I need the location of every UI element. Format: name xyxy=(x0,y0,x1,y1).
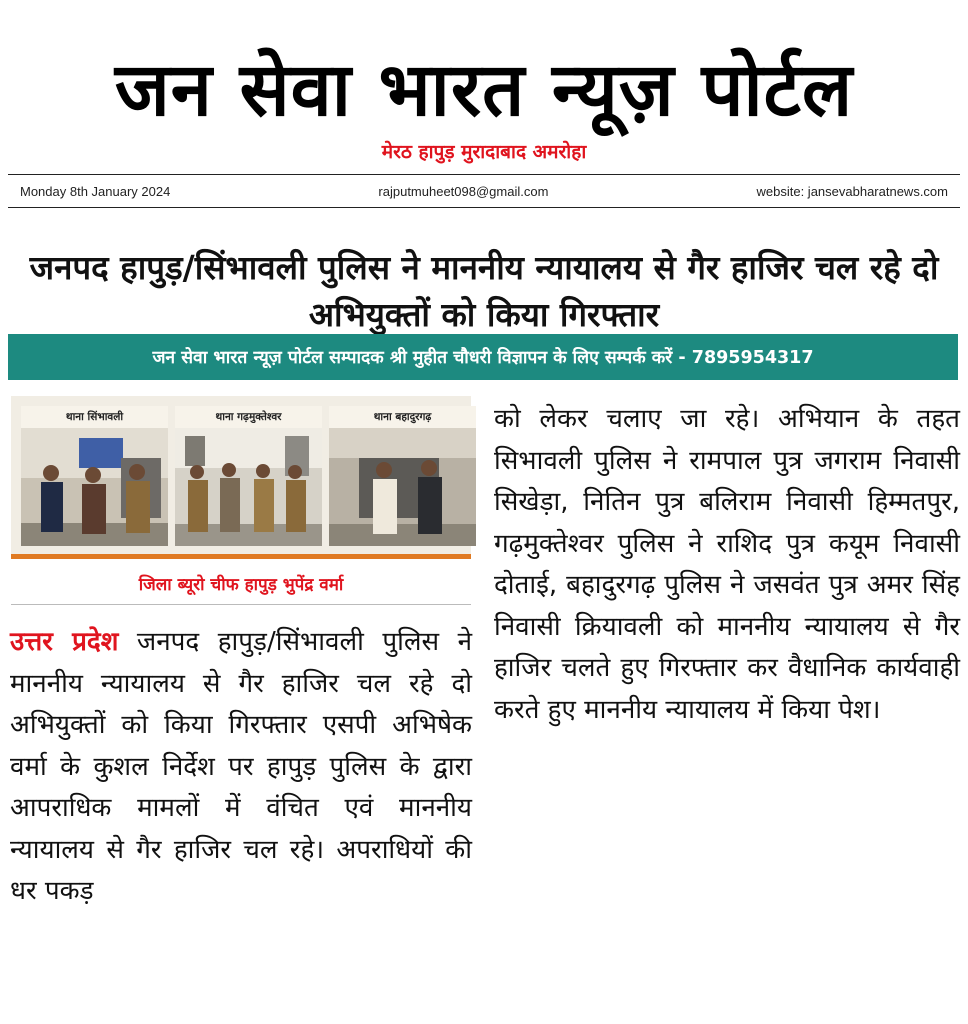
article-column-left xyxy=(10,622,472,913)
byline: जिला ब्यूरो चीफ हापुड़ भुपेंद्र वर्मा xyxy=(138,575,344,595)
article-column-right xyxy=(494,399,960,731)
publish-date: Monday 8th January 2024 xyxy=(20,183,171,199)
panel-label: थाना सिंभावली xyxy=(21,406,168,428)
newspaper-subtitle: मेरठ हापुड़ मुरादाबाद अमरोहा xyxy=(381,141,587,163)
panel-label: थाना गढ़मुक्तेश्वर xyxy=(175,406,322,428)
police-station-scene-image xyxy=(21,428,168,546)
panel-label: थाना बहादुरगढ़ xyxy=(329,406,476,428)
police-station-scene-image xyxy=(329,428,476,546)
police-station-scene-image xyxy=(175,428,322,546)
website-link: website: jansevabharatnews.com xyxy=(756,183,948,199)
divider xyxy=(11,604,471,605)
photo-panel-bahadurgarh xyxy=(329,406,476,546)
news-photo xyxy=(11,396,471,559)
dateline-bar xyxy=(8,174,960,208)
photo-panel-garhmukteshwar xyxy=(175,406,322,546)
masthead xyxy=(0,0,968,178)
newspaper-title: जन सेवा भारत न्यूज़ पोर्टल xyxy=(114,47,854,133)
article-body-left: जनपद हापुड़/सिंभावली पुलिस ने माननीय न्यायालय से गैर हाजिर चल रहे दो अभियुक्तों को किया गिरफ्तार एसपी अभिषेक वर्मा के कुशल निर्देश पर हापुड़ पुलिस के द्वारा आपराधिक मामलों में वंचित एवं माननीय न्यायालय से गैर हाजिर चल रहे। अपराधियों की धर पकड़ xyxy=(10,627,472,906)
article-body-right: को लेकर चलाए जा रहे। अभियान के तहत सिभावली पुलिस ने रामपाल पुत्र जगराम निवासी सिखेड़ा, नितिन पुत्र बलिराम निवासी हिम्मतपुर, गढ़मुक्तेश्वर पुलिस ने राशिद पुत्र कयूम निवासी दोताई, बहादुरगढ़ पुलिस ने जसवंत पुत्र अमर सिंह निवासी क्रियावली को माननीय न्यायालय से गैर हाजिर चलते हुए गिरफ्तार कर वैधानिक कार्यवाही करते हुए माननीय न्यायालय में किया पेश। xyxy=(494,404,960,725)
contact-email: rajputmuheet098@gmail.com xyxy=(378,183,549,199)
article-headline: जनपद हापुड़/सिंभावली पुलिस ने माननीय न्यायालय से गैर हाजिर चल रहे दो अभियुक्तों को किया गिरफ्तार xyxy=(29,248,939,334)
photo-panel-simbhawali xyxy=(21,406,168,546)
article-lead: उत्तर प्रदेश xyxy=(10,627,119,657)
advertisement-banner: जन सेवा भारत न्यूज़ पोर्टल सम्पादक श्री मुहीत चौधरी विज्ञापन के लिए सम्पर्क करें - 7895954317 xyxy=(8,334,958,380)
